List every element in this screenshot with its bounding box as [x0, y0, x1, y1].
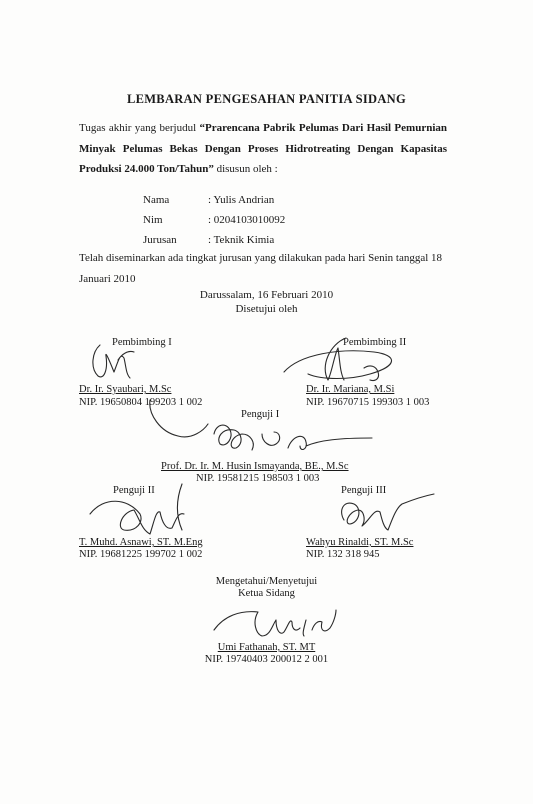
student-info — [143, 190, 285, 250]
pembimbing1-role: Pembimbing I — [112, 337, 172, 348]
thesis-title: “Prarencana Pabrik Pelumas Dari Hasil Pemurnian Minyak Pelumas Bekas Dengan Proses Hidrotreating Dengan Kapasitas Produksi 24.000 Ton/Tahun” — [79, 122, 447, 175]
place-date: Darussalam, 16 Februari 2010 — [199, 289, 334, 301]
page-title: LEMBARAN PENGESAHAN PANITIA SIDANG — [126, 92, 407, 106]
penguji3-role: Penguji III — [341, 485, 387, 496]
chair-name: Umi Fathanah, ST. MT — [217, 642, 316, 653]
nim-value: : 0204103010092 — [208, 214, 286, 226]
pembimbing2-nip: NIP. 19670715 199303 1 003 — [306, 397, 430, 408]
nim-row — [143, 210, 285, 230]
penguji3-name: Wahyu Rinaldi, ST. M.Sc — [306, 537, 414, 548]
dept-label: Jurusan — [143, 234, 177, 246]
penguji1-name: Prof. Dr. Ir. M. Husin Ismayanda, BE., M.Sc — [161, 461, 349, 472]
name-label: Nama — [143, 194, 170, 206]
approved-label: Disetujui oleh — [235, 303, 298, 315]
signature-pembimbing1 — [93, 345, 134, 378]
penguji3-nip: NIP. 132 318 945 — [306, 549, 380, 560]
signature-chair — [214, 610, 336, 636]
chair-role: Ketua Sidang — [238, 588, 295, 599]
pembimbing1-nip: NIP. 19650804 199203 1 002 — [79, 397, 203, 408]
seminar-text: Telah diseminarkan ada tingkat jurusan yang dilakukan pada hari Senin tanggal 18 Januari 2010 — [79, 252, 443, 285]
intro-paragraph — [79, 118, 447, 180]
known-label: Mengetahui/Menyetujui — [215, 576, 318, 587]
nim-label: Nim — [143, 214, 163, 226]
penguji2-role: Penguji II — [113, 485, 155, 496]
chair-nip: NIP. 19740403 200012 2 001 — [204, 654, 329, 665]
dept-value: : Teknik Kimia — [208, 234, 275, 246]
penguji2-nip: NIP. 19681225 199702 1 002 — [79, 549, 203, 560]
intro-lead: Tugas akhir yang berjudul — [79, 122, 200, 134]
penguji2-name: T. Muhd. Asnawi, ST. M.Eng — [79, 537, 203, 548]
pembimbing2-role: Pembimbing II — [343, 337, 407, 348]
signature-penguji3 — [342, 494, 434, 530]
name-row — [143, 190, 285, 210]
pembimbing1-name: Dr. Ir. Syaubari, M.Sc — [79, 384, 172, 395]
penguji1-nip: NIP. 19581215 198503 1 003 — [196, 473, 320, 484]
penguji1-role: Penguji I — [241, 409, 280, 420]
pembimbing2-name: Dr. Ir. Mariana, M.Si — [306, 384, 395, 395]
name-value: : Yulis Andrian — [208, 194, 275, 206]
intro-tail: disusun oleh : — [213, 163, 278, 175]
dept-row — [143, 230, 285, 250]
